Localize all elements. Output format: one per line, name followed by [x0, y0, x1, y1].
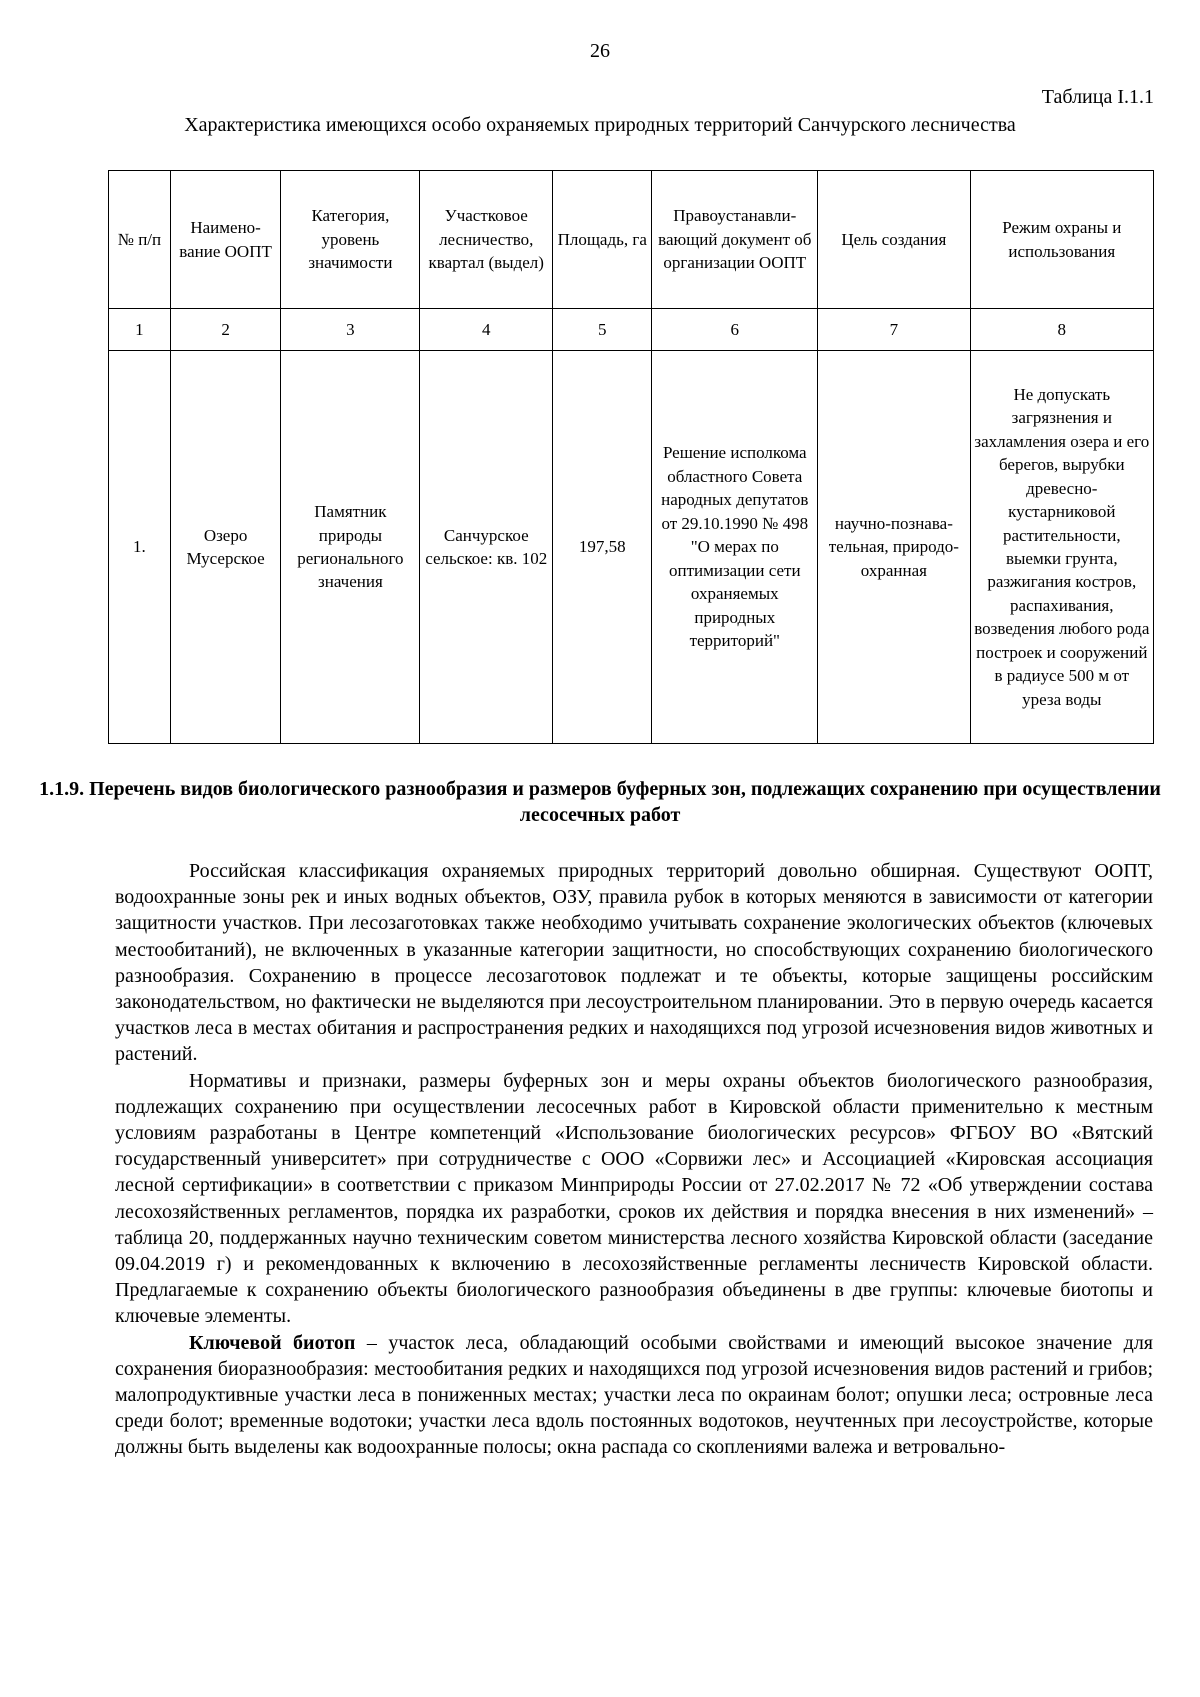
row-number-cell: 1. [109, 351, 171, 744]
column-number-cell: 1 [109, 309, 171, 351]
area-cell: 197,58 [553, 351, 652, 744]
header-cell: Участковое лесничество, квартал (выдел) [420, 171, 553, 309]
table-row [109, 351, 1154, 744]
regime-cell: Не допускать загрязнения и захламления озера и его берегов, вырубки древесно-кустарниковой растительности, выемки грунта, разжигания костров, распахивания, возведения любого рода построек и сооружений в радиусе 500 м от уреза воды [970, 351, 1153, 744]
section-body [115, 858, 1153, 1461]
header-cell: Категория, уровень значимости [281, 171, 420, 309]
column-number-cell: 4 [420, 309, 553, 351]
table-caption: Характеристика имеющихся особо охраняемых природных территорий Санчурского лесничества [184, 114, 1016, 136]
category-cell: Памятник природы регионального значения [281, 351, 420, 744]
paragraph [115, 1330, 1153, 1461]
paragraph: Нормативы и признаки, размеры буферных зон и меры охраны объектов биологического разнообразия, подлежащих сохранению при осуществлении лесосечных работ в Кировской области применительно к местным условиям разработаны в Центре компетенций «Использование биологических ресурсов» ФГБОУ ВО «Вятский государственный университет» при сотрудничестве с ООО «Сорвижи лес» и Ассоциацией «Кировская ассоциация лесной сертификации» в соответствии с приказом Минприроды России от 27.02.2017 № 72 «Об утверждении состава лесохозяйственных регламентов, порядка их разработки, сроков их действия и порядка внесения в них изменений» – таблица 20, поддержанных научно техническим советом министерства лесного хозяйства Кировской области (заседание 09.04.2019 г) и рекомендованных к включению в лесохозяйственные регламенты лесничеств Кировской области. Предлагаемые к сохранению объекты биологического разнообразия объединены в две группы: ключевые биотопы и ключевые элементы. [115, 1069, 1153, 1328]
section-title: 1.1.9. Перечень видов биологического разнообразия и размеров буферных зон, подлежащих сохранению при осуществлении лесосечных работ [39, 778, 1161, 826]
column-number-cell: 8 [970, 309, 1153, 351]
oopt-table [108, 170, 1154, 744]
oopt-name-cell: Озеро Мусерское [170, 351, 280, 744]
paragraph: Российская классификация охраняемых природных территорий довольно обширная. Существуют ООПТ, водоохранные зоны рек и иных водных объектов, ОЗУ, правила рубок в которых меняются в зависимости от категории защитности участков. При лесозаготовках также необходимо учитывать сохранение экологических объектов (ключевых местообитаний), не включенных в указанные категории защитности, но способствующих сохранению биологического разнообразия. Сохранению в процессе лесозаготовок подлежат и те объекты, которые защищены российским законодательством, но фактически не выделяются при лесоустроительном планировании. Это в первую очередь касается участков леса в местах обитания и распространения редких и находящихся под угрозой исчезновения видов животных и растений. [115, 860, 1153, 1066]
column-number-cell: 7 [818, 309, 970, 351]
paragraph-text: – участок леса, обладающий особыми свойствами и имеющий высокое значение для сохранения биоразнообразия: местообитания редких и находящихся под угрозой исчезновения видов растений и грибов; малопродуктивные участки леса в пониженных местах; участки леса по окраинам болот; опушки леса; островные леса среди болот; временные водотоки; участки леса вдоль постоянных водотоков, неучтенных при лесоустройстве, которые должны быть выделены как водоохранные полосы; окна распада со скоплениями валежа и ветровально- [115, 1331, 1154, 1459]
column-number-cell: 3 [281, 309, 420, 351]
forestry-cell: Санчурское сельское: кв. 102 [420, 351, 553, 744]
header-cell: Цель создания [818, 171, 970, 309]
column-number-row [109, 309, 1154, 351]
term-key-biotope: Ключевой биотоп [189, 1331, 356, 1354]
purpose-cell: научно-познава-тельная, природо-охранная [818, 351, 970, 744]
column-number-cell: 6 [652, 309, 818, 351]
document-cell: Решение исполкома областного Совета народных депутатов от 29.10.1990 № 498 "О мерах по оптимизации сети охраняемых природных территорий" [652, 351, 818, 744]
table-header-row [109, 171, 1154, 309]
page-number: 26 [590, 40, 610, 62]
column-number-cell: 2 [170, 309, 280, 351]
header-cell: Правоустанавли-вающий документ об организации ООПТ [652, 171, 818, 309]
header-cell: № п/п [109, 171, 171, 309]
header-cell: Наимено-вание ООПТ [170, 171, 280, 309]
header-cell: Площадь, га [553, 171, 652, 309]
table-label: Таблица I.1.1 [1041, 86, 1154, 108]
column-number-cell: 5 [553, 309, 652, 351]
header-cell: Режим охраны и использования [970, 171, 1153, 309]
